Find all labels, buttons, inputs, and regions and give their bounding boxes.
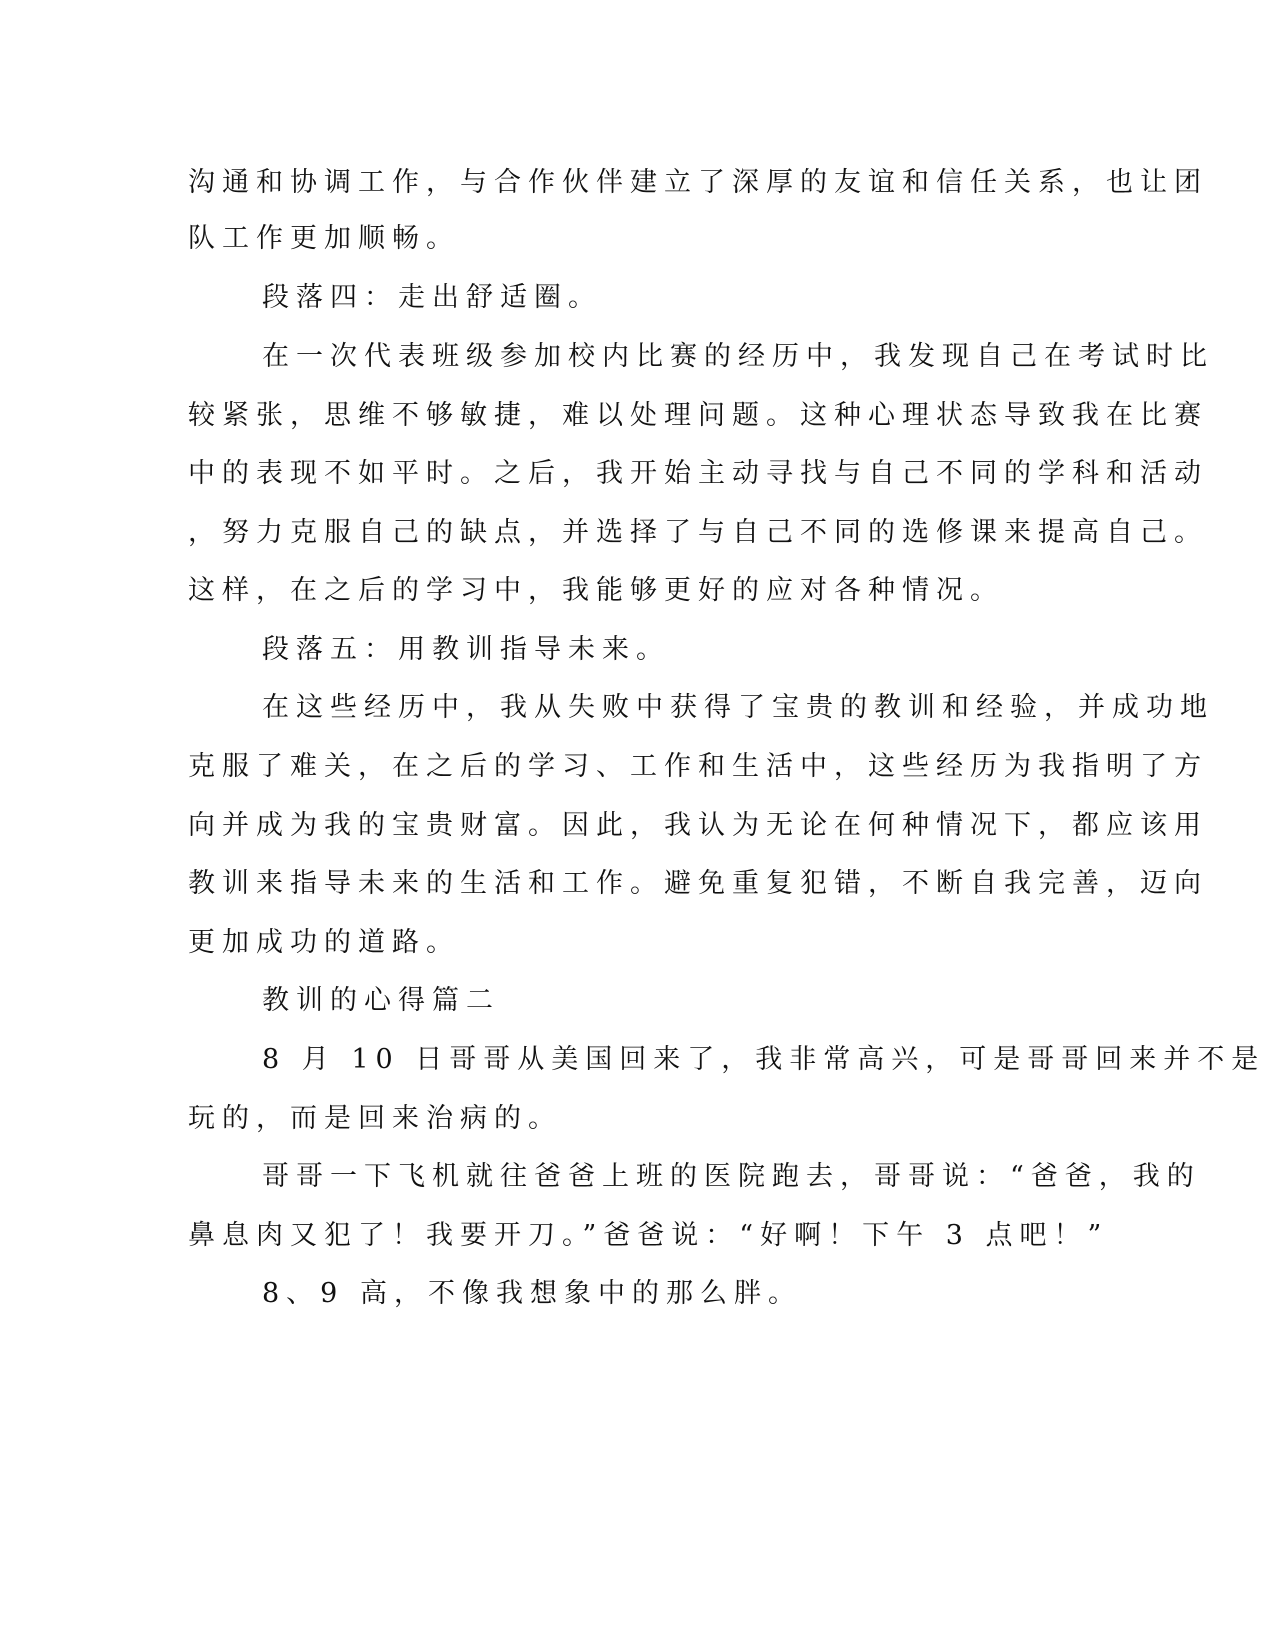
text-line: 在这些经历中，我从失败中获得了宝贵的教训和经验，并成功地: [262, 692, 1214, 723]
text-line: 玩的，而是回来治病的。: [188, 1103, 562, 1134]
text-line: 鼻息肉又犯了！我要开刀。”爸爸说：“好啊！下午 3 点吧！”: [188, 1220, 1109, 1251]
text-line: 中的表现不如平时。之后，我开始主动寻找与自己不同的学科和活动: [188, 458, 1208, 489]
text-line: 哥哥一下飞机就往爸爸上班的医院跑去，哥哥说：“爸爸，我的: [262, 1161, 1201, 1192]
text-line: 这样，在之后的学习中，我能够更好的应对各种情况。: [188, 575, 1004, 606]
text-line: 队工作更加顺畅。: [188, 223, 460, 254]
text-line: 较紧张，思维不够敏捷，难以处理问题。这种心理状态导致我在比赛: [188, 400, 1208, 431]
section-heading: 段落四：走出舒适圈。: [262, 282, 602, 313]
text-line: 沟通和协调工作，与合作伙伴建立了深厚的友谊和信任关系，也让团: [188, 167, 1208, 198]
text-line: 克服了难关，在之后的学习、工作和生活中，这些经历为我指明了方: [188, 751, 1208, 782]
section-heading: 教训的心得篇二: [262, 985, 500, 1016]
text-line: 更加成功的道路。: [188, 927, 460, 958]
section-heading: 段落五：用教训指导未来。: [262, 634, 670, 665]
text-line: 教训来指导未来的生活和工作。避免重复犯错，不断自我完善，迈向: [188, 868, 1208, 899]
text-line: 在一次代表班级参加校内比赛的经历中，我发现自己在考试时比: [262, 341, 1214, 372]
text-line: 8 月 10 日哥哥从美国回来了，我非常高兴，可是哥哥回来并不是: [262, 1044, 1266, 1075]
text-line: ，努力克服自己的缺点，并选择了与自己不同的选修课来提高自己。: [188, 517, 1208, 548]
text-line: 8、9 高，不像我想象中的那么胖。: [262, 1278, 802, 1309]
text-line: 向并成为我的宝贵财富。因此，我认为无论在何种情况下，都应该用: [188, 810, 1208, 841]
